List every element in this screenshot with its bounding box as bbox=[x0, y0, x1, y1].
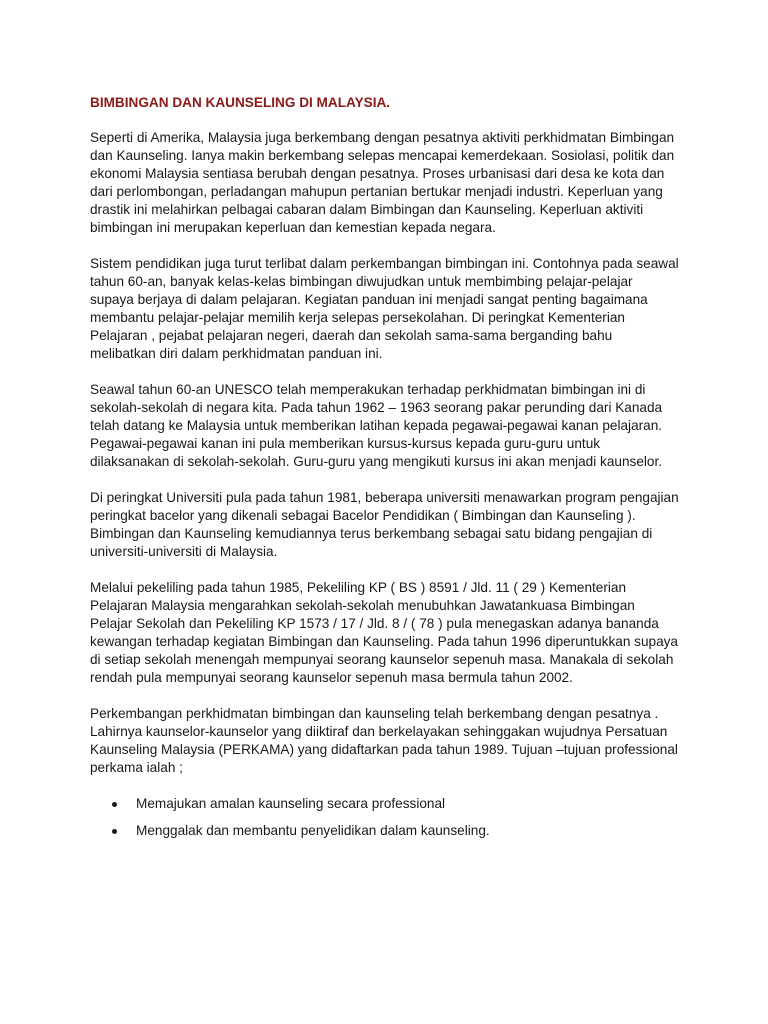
bullet-text: Memajukan amalan kaunseling secara professional bbox=[136, 796, 446, 811]
paragraph-4: Di peringkat Universiti pula pada tahun 1981, beberapa universiti menawarkan program pengajian peringkat bacelor yang dikenali sebagai Bacelor Pendidikan ( Bimbingan dan Kaunseling ). Bimbingan dan Kaunseling kemudiannya terus berkembang sebagai satu bidang pengajian di universiti-universiti di Malaysia. bbox=[90, 490, 679, 559]
bullet-text: Menggalak dan membantu penyelidikan dalam kaunseling. bbox=[136, 823, 490, 838]
list-item bbox=[90, 822, 680, 840]
list-item bbox=[90, 795, 680, 813]
paragraph-5: Melalui pekeliling pada tahun 1985, Pekeliling KP ( BS ) 8591 / Jld. 11 ( 29 ) Kementerian Pelajaran Malaysia mengarahkan sekolah-sekolah menubuhkan Jawatankuasa Bimbingan Pelajar Sekolah dan Pekeliling KP 1573 / 17 / Jld. 8 / ( 78 ) pula menegaskan adanya bananda kewangan terhadap kegiatan Bimbingan dan Kaunseling. Pada tahun 1996 diperuntukkan supaya di setiap sekolah menengah mempunyai seorang kaunselor sepenuh masa. Manakala di sekolah rendah pula mempunyai seorang kaunselor sepenuh masa bermula tahun 2002. bbox=[90, 580, 678, 685]
paragraph-1: Seperti di Amerika, Malaysia juga berkembang dengan pesatnya aktiviti perkhidmatan Bimbingan dan Kaunseling. Ianya makin berkembang selepas mencapai kemerdekaan. Sosiolasi, politik dan ekonomi Malaysia sentiasa berubah dengan pesatnya. Proses urbanisasi dari desa ke kota dan dari perlombongan, perladangan mahupun pertanian bertukar menjadi industri. Keperluan yang drastik ini melahirkan pelbagai cabaran dalam Bimbingan dan Kaunseling. Keperluan aktiviti bimbingan ini merupakan keperluan dan kemestian kepada negara. bbox=[90, 130, 675, 235]
document-page bbox=[90, 94, 680, 849]
paragraph-3: Seawal tahun 60-an UNESCO telah memperakukan terhadap perkhidmatan bimbingan ini di sekolah-sekolah di negara kita. Pada tahun 1962 – 1963 seorang pakar perunding dari Kanada telah datang ke Malaysia untuk memberikan latihan kepada pegawai-pegawai kanan pelajaran. Pegawai-pegawai kanan ini pula memberikan kursus-kursus kepada guru-guru untuk dilaksanakan di sekolah-sekolah. Guru-guru yang mengikuti kursus ini akan menjadi kaunselor. bbox=[90, 382, 663, 469]
bullet-icon bbox=[112, 829, 117, 834]
bullet-list bbox=[90, 795, 680, 840]
paragraph-6: Perkembangan perkhidmatan bimbingan dan kaunseling telah berkembang dengan pesatnya . Lahirnya kaunselor-kaunselor yang diiktiraf dan berkelayakan sehinggakan wujudnya Persatuan Kaunseling Malaysia (PERKAMA) yang didaftarkan pada tahun 1989. Tujuan –tujuan professional perkama ialah ; bbox=[90, 706, 678, 775]
bullet-icon bbox=[112, 802, 117, 807]
document-title: BIMBINGAN DAN KAUNSELING DI MALAYSIA. bbox=[90, 95, 391, 110]
paragraph-2: Sistem pendidikan juga turut terlibat dalam perkembangan bimbingan ini. Contohnya pada seawal tahun 60-an, banyak kelas-kelas bimbingan diwujudkan untuk membimbing pelajar-pelajar supaya berjaya di dalam pelajaran. Kegiatan panduan ini menjadi sangat penting bagaimana membantu pelajar-pelajar memilih kerja selepas persekolahan. Di peringkat Kementerian Pelajaran , pejabat pelajaran negeri, daerah dan sekolah sama-sama berganding bahu melibatkan diri dalam perkhidmatan panduan ini. bbox=[90, 256, 679, 361]
